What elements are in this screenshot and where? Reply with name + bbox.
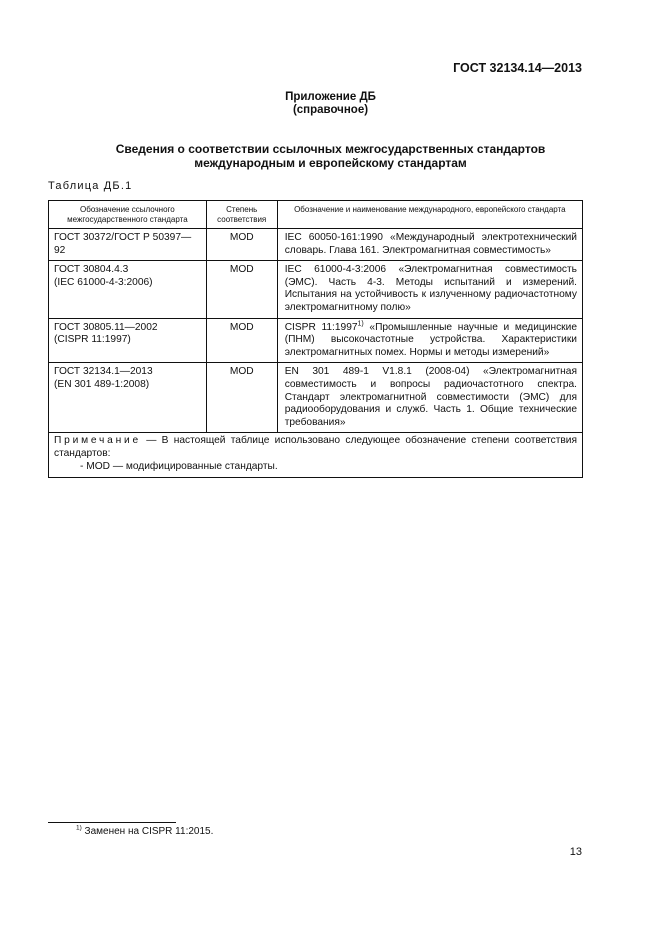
section-title: [0, 142, 661, 170]
cell-designation: [49, 261, 207, 318]
annex-title: Приложение ДБ: [285, 91, 376, 103]
section-title-line-1: Сведения о соответствии ссылочных межгосударственных стандартов: [115, 142, 546, 156]
annex-subtitle: (справочное): [292, 104, 369, 116]
table-row: [49, 363, 583, 433]
footnote-marker: 1): [76, 824, 82, 832]
cell-standard-name: IEC 61000-4-3:2006 «Электромагнитная совместимость (ЭМС). Часть 4-3. Методы испытаний и измерений. Испытания на устойчивость к излученному радиочастотному электромагнитному полю»: [277, 261, 582, 318]
cell-designation: [49, 363, 207, 433]
cell-degree: MOD: [206, 229, 277, 261]
standard-name-text: CISPR 11:1997: [284, 321, 358, 333]
cell-standard-name: IEC 60050-161:1990 «Международный электротехнический словарь. Глава 161. Электромагнитная совместимость»: [277, 229, 582, 261]
table-note-row: [49, 433, 583, 478]
designation-line: ГОСТ 30804.4.3: [54, 264, 129, 276]
note-text: [54, 435, 577, 460]
note-body: — В настоящей таблице использовано следующее обозначение степени соответствия стандартов:: [54, 435, 577, 459]
table-row: [49, 261, 583, 318]
designation-line: (IEC 61000-4-3:2006): [54, 276, 153, 288]
column-header-designation: Обозначение ссылочного межгосударственного стандарта: [49, 201, 207, 229]
designation-line: ГОСТ 30372/ГОСТ Р 50397—92: [54, 232, 192, 256]
column-header-name: Обозначение и наименование международного, европейского стандарта: [277, 201, 582, 229]
cell-degree: MOD: [206, 261, 277, 318]
note-list-item: - MOD — модифицированные стандарты.: [80, 460, 278, 472]
note-label: Примечание: [54, 435, 141, 447]
cell-standard-name: [277, 318, 582, 363]
footnote-divider: [48, 822, 176, 823]
annex-heading: [0, 91, 661, 117]
table-label: Таблица ДБ.1: [48, 180, 133, 192]
table-note: [49, 433, 583, 478]
cell-degree: MOD: [206, 318, 277, 363]
designation-line: ГОСТ 30805.11—2002: [54, 321, 158, 333]
cell-designation: [49, 318, 207, 363]
page-number: 13: [569, 846, 582, 858]
cell-degree: MOD: [206, 363, 277, 433]
table-row: [49, 318, 583, 363]
cell-designation: [49, 229, 207, 261]
designation-line: (EN 301 489-1:2008): [54, 378, 150, 390]
designation-line: (CISPR 11:1997): [54, 334, 131, 346]
table-header-row: [49, 201, 583, 229]
section-title-line-2: международным и европейскому стандартам: [194, 156, 467, 170]
footnote: [76, 826, 213, 837]
column-header-degree: Степень соответствия: [206, 201, 277, 229]
correspondence-table: [48, 200, 583, 478]
footnote-text: Заменен на CISPR 11:2015.: [81, 826, 214, 837]
footnote-reference: 1): [357, 320, 364, 328]
designation-line: ГОСТ 32134.1—2013: [54, 366, 153, 378]
cell-standard-name: EN 301 489-1 V1.8.1 (2008-04) «Электромагнитная совместимость и вопросы радиочастотного спектра. Стандарт электромагнитной совместимости (ЭМС) для радиооборудования и служб. Часть 1. Общие технические требования»: [277, 363, 582, 433]
standard-name-rest: «Промышленные научные и медицинские (ПНМ) высокочастотные устройства. Характеристики электромагнитных помех. Нормы и методы измерений»: [284, 321, 577, 358]
document-code-header: ГОСТ 32134.14—2013: [453, 61, 582, 75]
table-row: [49, 229, 583, 261]
